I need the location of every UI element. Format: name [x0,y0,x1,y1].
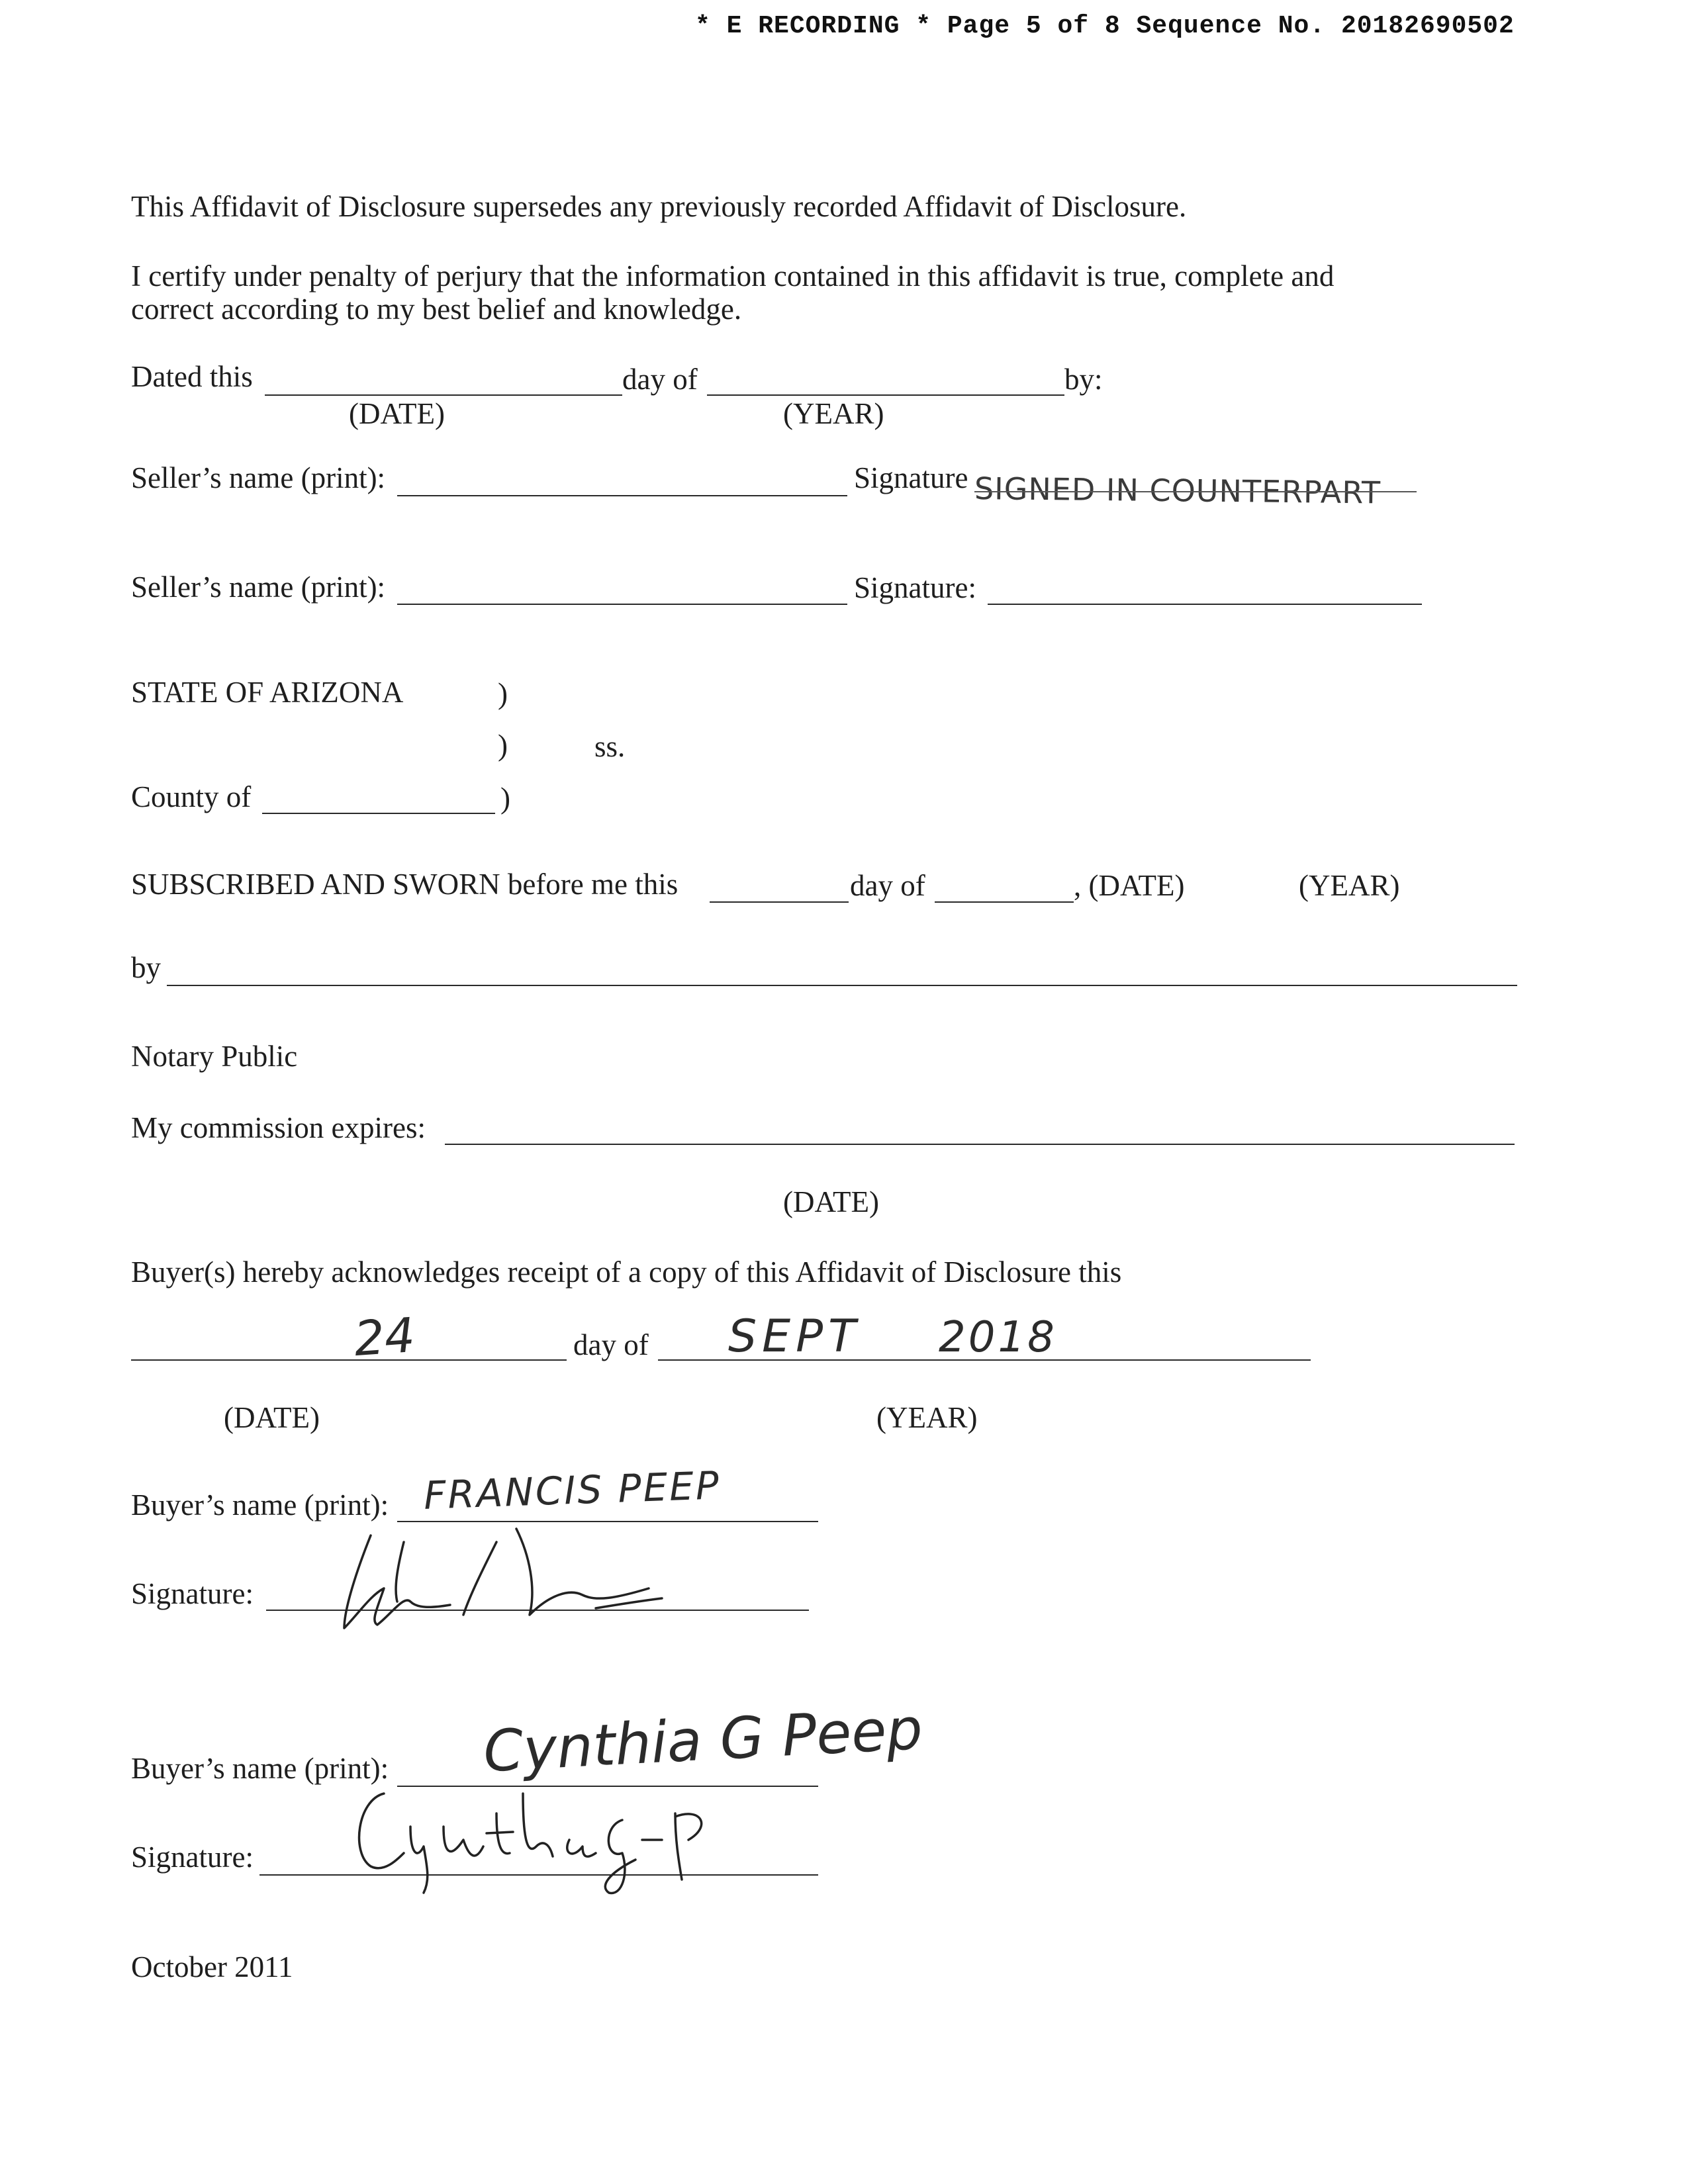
seller-1-name-blank[interactable] [397,495,847,496]
seller-1-name-label: Seller’s name (print): [131,461,386,494]
dated-day-of-label: day of [622,363,698,396]
dated-by-label: by: [1064,363,1103,396]
buyer-1-name-label: Buyer’s name (print): [131,1488,389,1522]
dated-year-caption: (YEAR) [783,397,884,430]
buyer-ack-day-blank[interactable] [131,1359,567,1361]
seller-2-name-label: Seller’s name (print): [131,570,386,604]
buyer-1-name-value: FRANCIS PEEP [422,1463,722,1518]
buyer-ack-month-value: SEPT [728,1310,861,1363]
buyer-ack-date-caption: (DATE) [224,1401,320,1434]
sworn-date-caption: , (DATE) [1074,869,1185,902]
buyer-2-name-value: Cynthia G Peep [481,1696,925,1786]
notary-public-label: Notary Public [131,1040,298,1073]
signed-in-counterpart-stamp: SIGNED IN COUNTERPART [974,471,1382,511]
dated-day-blank[interactable] [265,394,622,396]
buyer-2-signature-label: Signature: [131,1841,254,1874]
form-revision-date: October 2011 [131,1950,293,1983]
buyer-ack-year-value: 2018 [939,1313,1057,1362]
sworn-by-blank[interactable] [167,985,1517,986]
commission-expires-blank[interactable] [445,1144,1515,1145]
buyer-2-name-label: Buyer’s name (print): [131,1752,389,1785]
buyer-ack-day-value: 24 [352,1306,417,1367]
buyer-2-handwritten-signature [344,1780,741,1906]
buyer-acknowledgement-text: Buyer(s) hereby acknowledges receipt of a copy of this Affidavit of Disclosure this [131,1255,1122,1289]
seller-1-signature-label: Signature [854,461,968,494]
sworn-day-blank[interactable] [710,901,849,903]
recording-header: * E RECORDING * Page 5 of 8 Sequence No. 20182690502 [695,12,1515,40]
certify-statement-line1: I certify under penalty of perjury that the information contained in this affidavit is true, complete and [131,259,1335,293]
venue-paren-3: ) [500,782,510,815]
commission-expires-label: My commission expires: [131,1111,426,1144]
sworn-day-of-label: day of [850,869,925,902]
seller-2-name-blank[interactable] [397,604,847,605]
subscribed-sworn-label: SUBSCRIBED AND SWORN before me this [131,868,679,901]
buyer-ack-year-caption: (YEAR) [876,1401,978,1434]
supersedes-statement: This Affidavit of Disclosure supersedes any previously recorded Affidavit of Disclosure. [131,190,1187,223]
venue-paren-2: ) [498,729,508,762]
buyer-1-handwritten-signature [331,1516,702,1641]
state-of-arizona: STATE OF ARIZONA [131,676,404,709]
buyer-1-signature-label: Signature: [131,1577,254,1610]
dated-year-blank[interactable] [707,394,1064,396]
dated-this-label: Dated this [131,360,253,393]
venue-ss: ss. [594,730,626,763]
sworn-year-caption: (YEAR) [1299,869,1400,902]
sworn-month-blank[interactable] [935,901,1074,903]
venue-paren-1: ) [498,677,508,710]
county-label: County of [131,780,252,813]
seller-1-signature-strike [974,491,1417,492]
certify-statement-line2: correct according to my best belief and knowledge. [131,293,742,326]
seller-2-signature-label: Signature: [854,571,976,604]
dated-date-caption: (DATE) [349,397,445,430]
sworn-by-label: by [131,951,161,984]
buyer-ack-day-of-label: day of [573,1328,649,1361]
seller-2-signature-blank[interactable] [988,604,1422,605]
commission-date-caption: (DATE) [783,1185,879,1218]
county-blank[interactable] [262,813,495,814]
